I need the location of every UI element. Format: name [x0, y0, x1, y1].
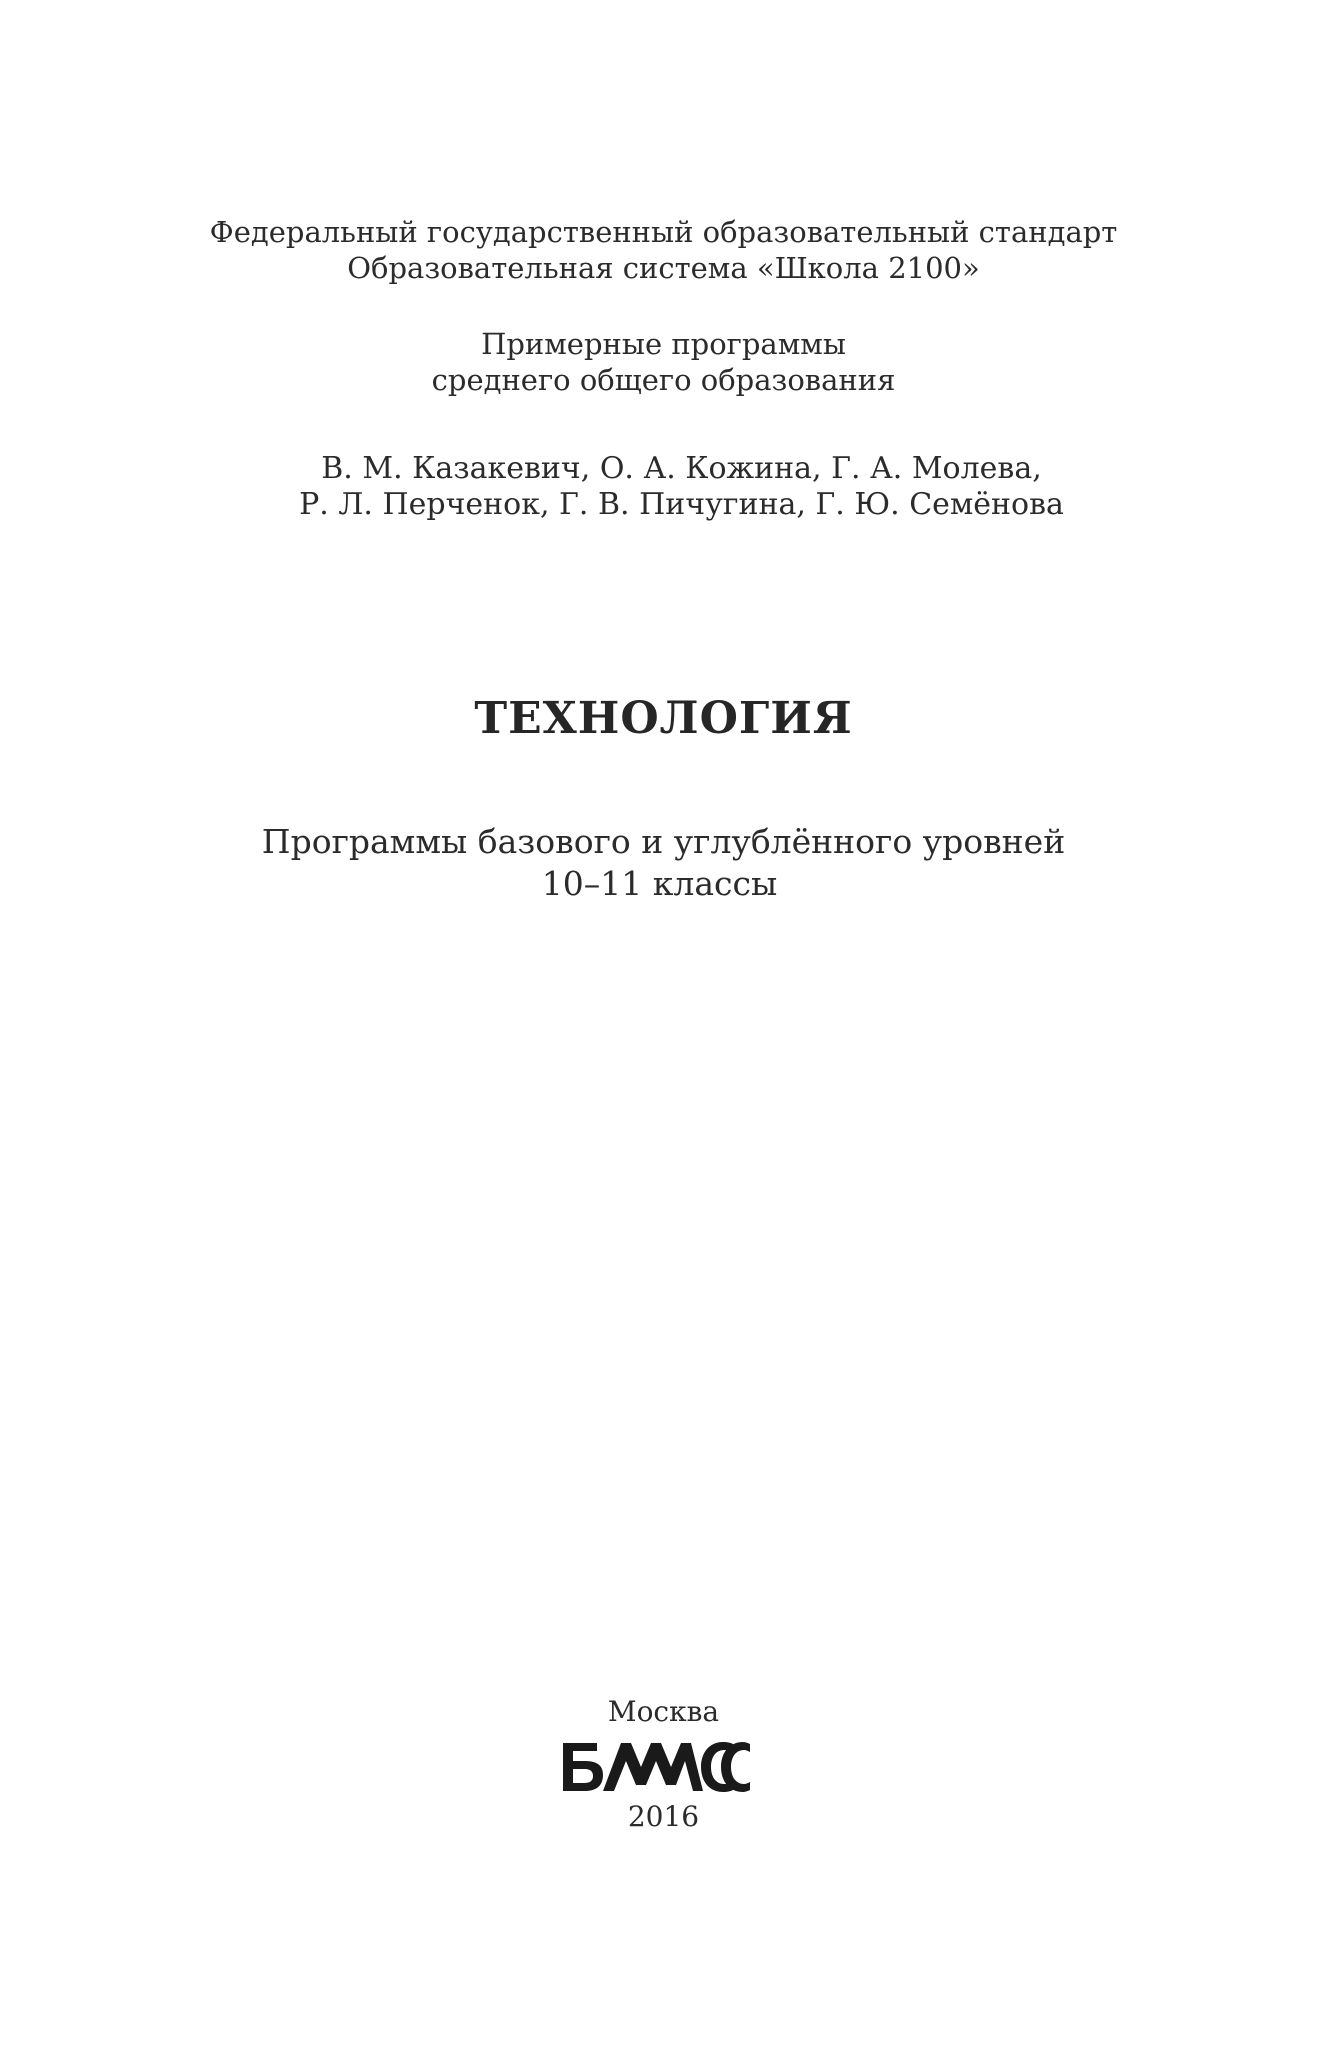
subtitle-line-1: Программы базового и углублённого уровней — [261, 822, 1066, 861]
standard-line-1: Федеральный государственный образовательный стандарт — [209, 215, 1118, 249]
publisher-city: Москва — [607, 1695, 720, 1728]
program-line-2: среднего общего образования — [431, 363, 896, 397]
standard-line-2: Образовательная система «Школа 2100» — [347, 251, 980, 285]
subtitle-line-2: 10–11 классы — [541, 864, 778, 903]
program-line-1: Примерные программы — [481, 327, 846, 361]
publication-year: 2016 — [627, 1800, 700, 1833]
authors-line-1: В. М. Казакевич, О. А. Кожина, Г. А. Молева, — [321, 451, 1042, 486]
balass-logo-icon — [559, 1737, 751, 1797]
authors-line-2: Р. Л. Перченок, Г. В. Пичугина, Г. Ю. Семёнова — [299, 487, 1064, 522]
book-title: ТЕХНОЛОГИЯ — [474, 693, 853, 744]
publisher-logo — [559, 1737, 751, 1797]
